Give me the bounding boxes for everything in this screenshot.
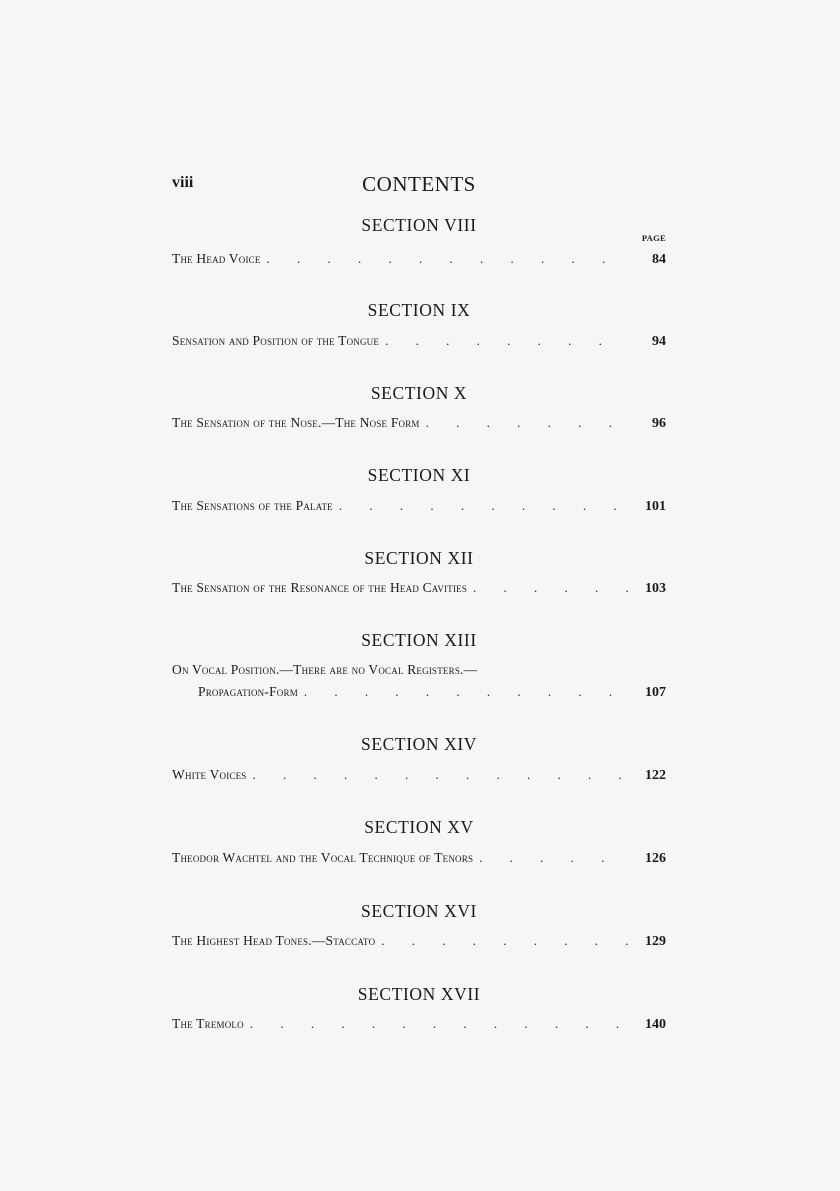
section-heading: SECTION IX bbox=[367, 300, 471, 320]
section-heading: SECTION XI bbox=[367, 465, 471, 485]
entry-title: The Highest Head Tones.—Staccato bbox=[172, 933, 376, 948]
page-number: viii bbox=[172, 174, 194, 191]
entry-title: The Sensations of the Palate bbox=[172, 498, 333, 513]
page-header bbox=[172, 172, 666, 200]
entry-page: 96 bbox=[652, 416, 666, 431]
dot-leader bbox=[479, 850, 630, 866]
entry-title: Sensation and Position of the Tongue bbox=[172, 333, 380, 348]
entry-page: 140 bbox=[645, 1017, 666, 1032]
section-heading: SECTION XIII bbox=[361, 630, 477, 650]
section-heading: SECTION VIII bbox=[361, 215, 477, 235]
entry-page: 107 bbox=[645, 685, 666, 700]
toc-entry bbox=[172, 850, 666, 872]
section-heading: SECTION XII bbox=[364, 548, 474, 568]
entry-title: The Head Voice bbox=[172, 251, 261, 266]
dot-leader bbox=[304, 684, 630, 700]
dot-leader bbox=[473, 580, 630, 596]
entry-page: 103 bbox=[645, 581, 666, 596]
entry-title: The Tremolo bbox=[172, 1016, 244, 1031]
entry-page: 84 bbox=[652, 252, 666, 267]
toc-entry bbox=[172, 580, 666, 602]
toc-entry bbox=[172, 767, 666, 789]
entry-title: Theodor Wachtel and the Vocal Technique of Tenors bbox=[172, 850, 474, 865]
entry-page: 122 bbox=[645, 768, 666, 783]
entry-page: 129 bbox=[645, 934, 666, 949]
page-column-label: PAGE bbox=[641, 233, 666, 243]
entry-page: 94 bbox=[652, 334, 666, 349]
dot-leader bbox=[385, 333, 630, 349]
toc-entry bbox=[172, 415, 666, 437]
section-heading: SECTION X bbox=[370, 383, 468, 403]
dot-leader bbox=[339, 498, 630, 514]
section-heading: SECTION XIV bbox=[361, 734, 477, 754]
entry-title-continuation: Propagation-Form bbox=[198, 684, 298, 699]
entry-title: On Vocal Position.—There are no Vocal Registers.— bbox=[172, 662, 478, 677]
running-title: CONTENTS bbox=[362, 172, 476, 196]
toc-entry bbox=[172, 251, 666, 273]
dot-leader bbox=[250, 1016, 630, 1032]
dot-leader bbox=[253, 767, 630, 783]
section-heading: SECTION XVII bbox=[357, 984, 481, 1004]
toc-entry bbox=[172, 1016, 666, 1038]
entry-page: 101 bbox=[645, 499, 666, 514]
toc-entry bbox=[172, 498, 666, 520]
toc-entry bbox=[172, 933, 666, 955]
entry-title: The Sensation of the Nose.—The Nose Form bbox=[172, 415, 420, 430]
section-heading: SECTION XV bbox=[364, 817, 474, 837]
entry-title: White Voices bbox=[172, 767, 247, 782]
dot-leader bbox=[426, 415, 630, 431]
entry-page: 126 bbox=[645, 851, 666, 866]
toc-entry bbox=[172, 662, 666, 706]
toc-entry bbox=[172, 333, 666, 355]
dot-leader bbox=[381, 933, 630, 949]
entry-title: The Sensation of the Resonance of the Head Cavities bbox=[172, 580, 468, 595]
dot-leader bbox=[267, 251, 630, 267]
section-heading: SECTION XVI bbox=[361, 901, 477, 921]
